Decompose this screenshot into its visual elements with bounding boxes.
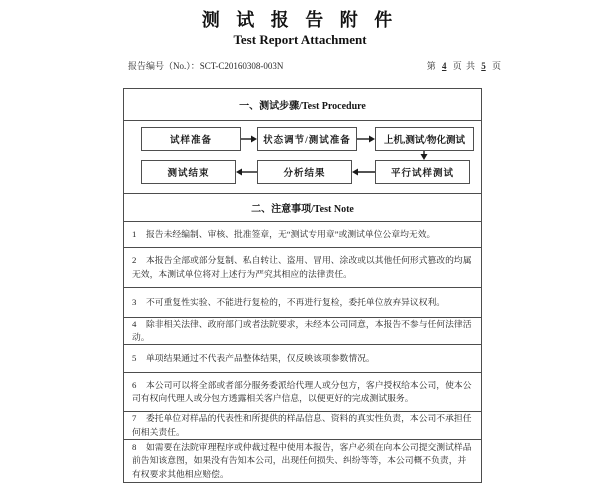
pagination-current-page: 4 bbox=[441, 61, 447, 71]
page-title-chinese: 测 试 报 告 附 件 bbox=[201, 10, 399, 30]
note-number: 1 bbox=[132, 228, 137, 239]
note-number: 2 bbox=[132, 255, 137, 265]
section-header-test-procedure: 一、测试步骤/Test Procedure bbox=[124, 89, 481, 121]
note-row-5 bbox=[124, 345, 481, 373]
note-body: 如需要在法院审理程序或仲裁过程中使用本报告，客户必须在向本公司提交测试样品前告知该意图，如果没有告知本公司，出现任何损失、纠纷等等，本公司概不负责，并有权要求其他相应赔偿。 bbox=[132, 441, 472, 479]
attachment-table bbox=[123, 88, 482, 483]
report-meta-row bbox=[128, 59, 502, 72]
note-body: 不可重复性实验、不能进行复检的，不再进行复检，委托单位放弃异议权利。 bbox=[146, 296, 446, 307]
note-text bbox=[132, 441, 472, 482]
note-number: 7 bbox=[132, 413, 137, 423]
note-row-1 bbox=[124, 222, 481, 248]
note-text bbox=[132, 228, 435, 242]
section-header-test-note: 二、注意事项/Test Note bbox=[124, 194, 481, 222]
note-row-3 bbox=[124, 288, 481, 318]
note-number: 3 bbox=[132, 296, 137, 307]
arrowhead-left-icon bbox=[352, 169, 358, 176]
pagination-prefix: 第 bbox=[426, 61, 436, 71]
note-body: 单项结果通过不代表产品整体结果，仅反映该项参数情况。 bbox=[146, 352, 375, 363]
pagination-total-pages: 5 bbox=[481, 61, 486, 71]
flow-step-analyze-results: 分析结果 bbox=[257, 160, 352, 184]
note-body: 本公司可以将全部或者部分服务委派给代理人或分包方，客户授权给本公司，使本公司有权向代理人或分包方透露相关客户信息，以便更好的完成测试服务。 bbox=[132, 379, 472, 403]
report-number-value: SCT-C20160308-003N bbox=[199, 61, 284, 71]
note-text bbox=[132, 379, 472, 406]
note-text bbox=[132, 352, 375, 366]
note-row-2 bbox=[124, 248, 481, 288]
pagination-page-word: 页 bbox=[452, 61, 462, 71]
note-text bbox=[132, 254, 472, 281]
arrowhead-left-icon bbox=[236, 169, 242, 176]
flowchart-canvas bbox=[124, 121, 481, 193]
report-number-label: 报告编号（No.）： bbox=[128, 61, 200, 71]
note-text bbox=[132, 318, 472, 345]
report-number bbox=[128, 59, 283, 72]
flow-step-conditioning-test-prep: 状态调节/测试准备 bbox=[257, 127, 357, 151]
note-body: 报告未经编制、审核、批准签章，无“测试专用章”或测试单位公章均无效。 bbox=[146, 228, 436, 239]
pagination-page-word2: 页 bbox=[491, 61, 501, 71]
flow-step-sample-preparation: 试样准备 bbox=[141, 127, 241, 151]
flow-step-parallel-sample-test: 平行试样测试 bbox=[375, 160, 470, 184]
note-row-6 bbox=[124, 373, 481, 412]
note-row-4 bbox=[124, 318, 481, 345]
note-number: 8 bbox=[132, 441, 137, 452]
page-title-english: Test Report Attachment bbox=[233, 32, 367, 47]
note-number: 5 bbox=[132, 352, 137, 363]
note-body: 除非相关法律、政府部门或者法院要求，未经本公司同意，本报告不参与任何法律活动。 bbox=[132, 318, 472, 342]
pagination-total-word: 共 bbox=[465, 61, 475, 71]
flow-step-test-end: 测试结束 bbox=[141, 160, 236, 184]
note-body: 委托单位对样品的代表性和所提供的样品信息、资料的真实性负责，本公司不承担任何相关责任。 bbox=[132, 413, 472, 437]
note-number: 6 bbox=[132, 379, 137, 390]
test-procedure-flowchart bbox=[124, 121, 481, 194]
note-text bbox=[132, 412, 472, 439]
note-text bbox=[132, 296, 445, 310]
note-body: 本报告全部或部分复制、私自转让、盗用、冒用、涂改或以其他任何形式篡改的均属无效，本测试单位将对上述行为严究其相应的法律责任。 bbox=[132, 255, 472, 279]
flow-step-machine-physical-chemical-test: 上机,测试/物化测试 bbox=[375, 127, 474, 151]
note-number: 4 bbox=[132, 318, 137, 329]
pagination bbox=[426, 59, 502, 72]
note-row-7 bbox=[124, 412, 481, 440]
note-row-8 bbox=[124, 440, 481, 482]
